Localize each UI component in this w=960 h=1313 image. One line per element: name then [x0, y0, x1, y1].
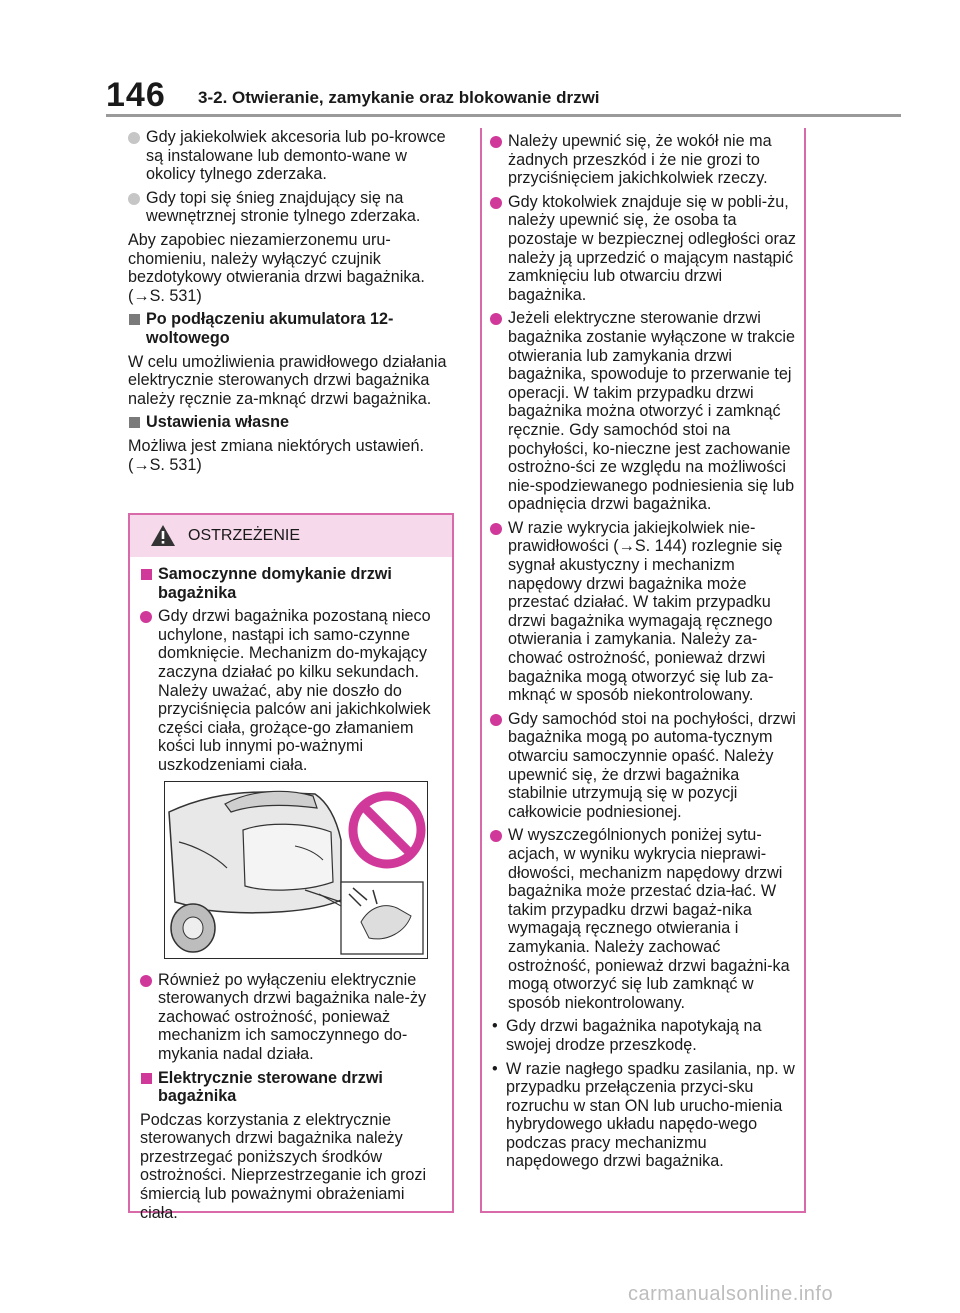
list-item: Należy upewnić się, że wokół nie ma żadnych przeszkód i że nie grozi to przyciśnięciem jakichkolwiek rzeczy. [490, 132, 796, 188]
list-item: W wyszczególnionych poniżej sytu-acjach, w wyniku wykrycia nieprawi-dłowości, mechanizm napędowy drzwi bagażnika może przestać dzia-łać. W takim przypadku drzwi bagaż-nika wymagają ręcznego otwierania i zamykania. Należy zachować ostrożność, ponieważ drzwi bagażni-ka mogą otworzyć się lub zamknąć w sposób niekontrolowany. [490, 826, 796, 1012]
bullet-dot-icon [490, 830, 502, 842]
list-item: Również po wyłączeniu elektrycznie sterowanych drzwi bagażnika nale-ży zachować ostrożność, ponieważ mechanizm ich samoczynnego do-mykania nadal działa. [140, 971, 444, 1064]
bullet-dot-icon [490, 313, 502, 325]
warning-triangle-icon [150, 524, 176, 547]
paragraph: W celu umożliwienia prawidłowego działania elektrycznie sterowanych drzwi bagażnika należy ręcznie za-mknąć drzwi bagażnika. [128, 352, 447, 408]
section-heading: Po podłączeniu akumulatora 12-woltowego [128, 310, 454, 347]
list-item: W razie wykrycia jakiejkolwiek nie-prawidłowości (→S. 144) rozlegnie się sygnał akustyczny i mechanizm napędowy drzwi bagażnika może przestać działać. W takim przypadku drzwi bagażnika wymagają ręcznego otwierania i zamykania. Należy za-chować ostrożność, ponieważ drzwi bagażnika mogą otworzyć się lub za-mknąć w sposób niekontrolowany. [490, 519, 796, 705]
list-item: Jeżeli elektryczne sterowanie drzwi bagażnika zostanie wyłączone w trakcie otwierania lub zamykania drzwi bagażnika, spowoduje to przerwanie tej operacji. W takim przypadku drzwi bagażnika można otworzyć i zamknąć ręcznie. Gdy samochód stoi na pochyłości, ko-nieczne jest zachowanie ostrożno-ści ze względu na możliwości nie-spodziewanego podniesienia się lub opadnięcia drzwi bagażnika. [490, 309, 796, 514]
warning-title: OSTRZEŻENIE [188, 527, 301, 544]
bullet-dot-icon [128, 132, 140, 144]
bullet-marker: • [492, 1059, 498, 1078]
section-title: 3-2. Otwieranie, zamykanie oraz blokowanie drzwi [198, 88, 600, 107]
list-item: Gdy drzwi bagażnika pozostaną nieco uchylone, nastąpi ich samo-czynne domknięcie. Mechanizm do-mykający zaczyna działać po kilku sekundach. Należy uważać, aby nie doszło do przyciśnięcia palców ani jakichkolwiek części ciała, grożące-go złamaniem kości lub innymi po-ważnymi uszkodzeniami ciała. [140, 607, 444, 774]
paragraph: Możliwa jest zmiana niektórych ustawień. (→S. 531) [128, 436, 424, 474]
warning-box [128, 513, 454, 1222]
header-rule [106, 114, 901, 117]
square-marker-icon [129, 314, 140, 325]
paragraph: Podczas korzystania z elektrycznie sterowanych drzwi bagażnika należy przestrzegać poniższych środków ostrożności. Nieprzestrzeganie ich grozi śmiercią lub poważnymi obrażeniami ciała. [140, 1110, 427, 1222]
section-heading: Samoczynne domykanie drzwi bagażnika [140, 565, 444, 602]
list-item: Gdy samochód stoi na pochyłości, drzwi bagażnika mogą po automa-tycznym otwarciu samoczynnie opaść. Należy upewnić się, że drzwi bagażnika stabilnie utrzymują się w pozycji całkowicie podniesionej. [490, 710, 796, 822]
bullet-dot-icon [490, 714, 502, 726]
sub-list-item: • Gdy drzwi bagażnika napotykają na swojej drodze przeszkodę. [492, 1017, 762, 1054]
square-marker-icon [141, 1073, 152, 1084]
section-heading: Ustawienia własne [128, 413, 454, 432]
tailgate-illustration [164, 781, 428, 959]
bullet-dot-icon [490, 136, 502, 148]
paragraph: Aby zapobiec niezamierzonemu uru-chomieniu, należy wyłączyć czujnik bezdotykowy otwierania drzwi bagażnika. (→S. 531) [128, 230, 425, 305]
page-number: 146 [106, 76, 166, 114]
watermark: carmanualsonline.info [628, 1283, 834, 1305]
list-item: Gdy ktokolwiek znajduje się w pobli-żu, należy upewnić się, że osoba ta pozostaje w bezpiecznej odległości oraz należy ją uprzedzić o mającym nastąpić zamknięciu lub otwarciu drzwi bagażnika. [490, 193, 796, 305]
bullet-marker: • [492, 1017, 498, 1036]
warning-continuation-box [480, 128, 806, 1213]
list-item: Gdy jakiekolwiek akcesoria lub po-krowce są instalowane lub demonto-wane w okolicy tylnego zderzaka. [128, 128, 454, 184]
bullet-dot-icon [490, 523, 502, 535]
square-marker-icon [129, 417, 140, 428]
bullet-dot-icon [140, 611, 152, 623]
bullet-dot-icon [490, 197, 502, 209]
warning-header [130, 515, 452, 557]
bullet-dot-icon [140, 975, 152, 987]
list-item: Gdy topi się śnieg znajdujący się na wewnętrznej stronie tylnego zderzaka. [128, 189, 454, 226]
sub-list-item: • W razie nagłego spadku zasilania, np. w przypadku przełączenia przyci-sku rozruchu w stan ON lub urucho-mienia hybrydowego układu napędo-wego podczas pracy mechanizmu napędowego drzwi bagażnika. [492, 1059, 795, 1171]
left-column [128, 128, 454, 479]
car-tailgate-prohibited-image [165, 782, 427, 958]
square-marker-icon [141, 569, 152, 580]
section-heading: Elektrycznie sterowane drzwi bagażnika [140, 1069, 444, 1106]
bullet-dot-icon [128, 193, 140, 205]
